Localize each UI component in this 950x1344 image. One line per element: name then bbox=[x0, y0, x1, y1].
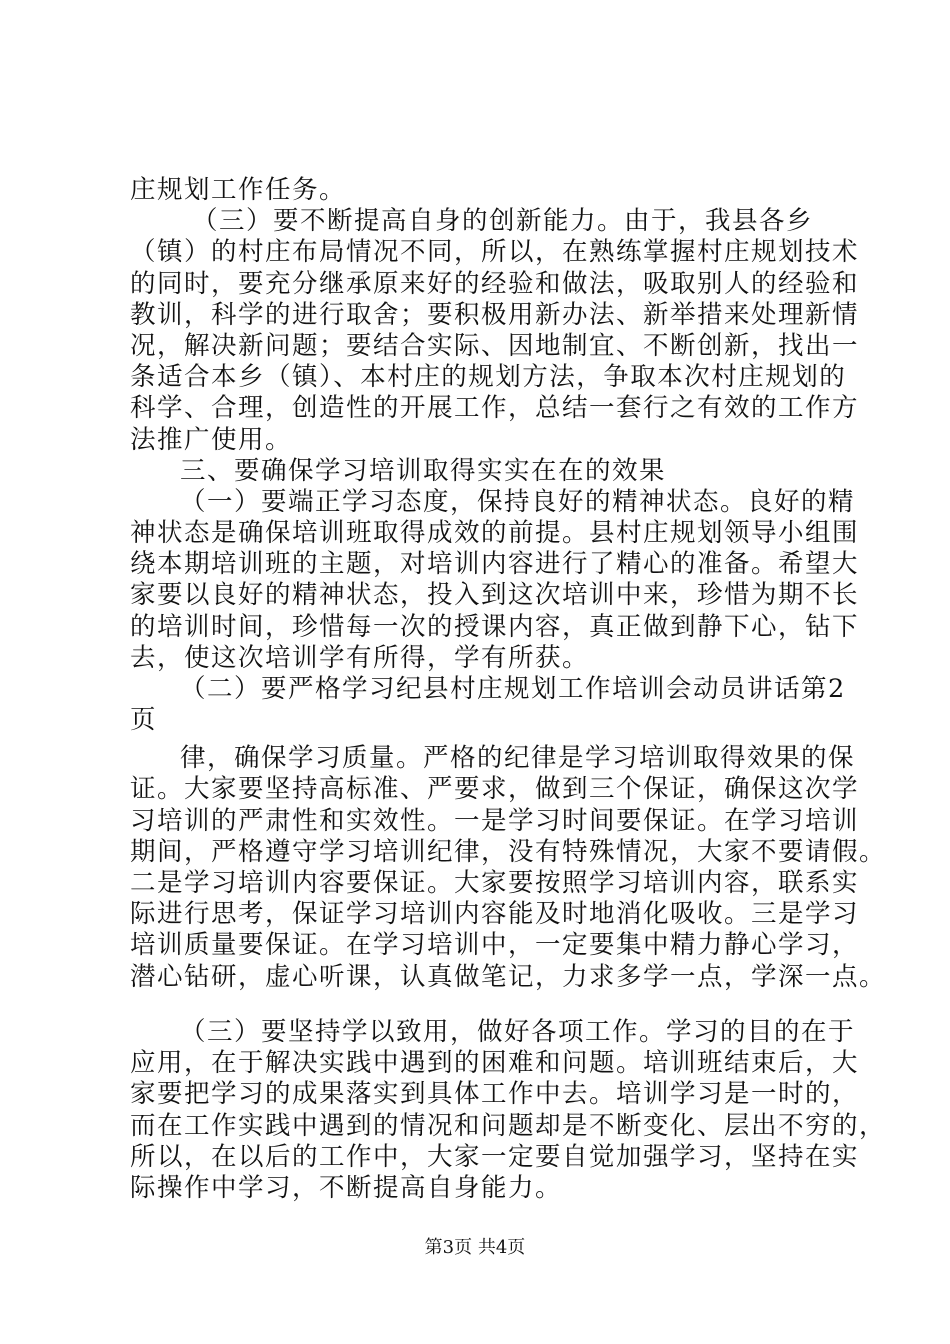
text-line: 习培训的严肃性和实效性。一是学习时间要保证。在学习培训 bbox=[130, 806, 860, 836]
text-line: 二是学习培训内容要保证。大家要按照学习培训内容，联系实 bbox=[130, 868, 860, 898]
paragraph-start-line: （二）要严格学习纪县村庄规划工作培训会动员讲话第2 bbox=[180, 674, 846, 704]
text-line: 去，使这次培训学有所得，学有所获。 bbox=[130, 643, 590, 673]
text-line: 庄规划工作任务。 bbox=[130, 175, 347, 205]
text-line: 而在工作实践中遇到的情况和问题却是不断变化、层出不穷的， bbox=[130, 1111, 887, 1141]
text-line: 际操作中学习，不断提高自身能力。 bbox=[130, 1173, 563, 1203]
text-line: 期间，严格遵守学习培训纪律，没有特殊情况，大家不要请假。 bbox=[130, 837, 887, 867]
text-line: 培训质量要保证。在学习培训中，一定要集中精力静心学习， bbox=[130, 930, 860, 960]
section-heading: 三、要确保学习培训取得实实在在的效果 bbox=[180, 456, 667, 486]
text-line: 所以，在以后的工作中，大家一定要自觉加强学习，坚持在实 bbox=[130, 1142, 860, 1172]
text-line: 的同时，要充分继承原来好的经验和做法，吸取别人的经验和 bbox=[130, 269, 860, 299]
text-line: 神状态是确保培训班取得成效的前提。县村庄规划领导小组围 bbox=[130, 518, 860, 548]
text-line: 法推广使用。 bbox=[130, 425, 293, 455]
text-line: 况，解决新问题；要结合实际、因地制宜、不断创新，找出一 bbox=[130, 331, 860, 361]
text-line: 家要把学习的成果落实到具体工作中去。培训学习是一时的， bbox=[130, 1079, 860, 1109]
paragraph-start-line: （一）要端正学习态度，保持良好的精神状态。良好的精 bbox=[180, 487, 856, 517]
text-line: 科学、合理，创造性的开展工作，总结一套行之有效的工作方 bbox=[130, 393, 860, 423]
paragraph-start-line: 律，确保学习质量。严格的纪律是学习培训取得效果的保 bbox=[180, 743, 856, 773]
text-line: 应用，在于解决实践中遇到的困难和问题。培训班结束后，大 bbox=[130, 1048, 860, 1078]
text-line: 页 bbox=[130, 705, 158, 735]
text-line: 际进行思考，保证学习培训内容能及时地消化吸收。三是学习 bbox=[130, 899, 860, 929]
text-line: 证。大家要坚持高标准、严要求，做到三个保证，确保这次学 bbox=[130, 774, 860, 804]
text-line: （镇）的村庄布局情况不同，所以，在熟练掌握村庄规划技术 bbox=[130, 237, 860, 267]
text-line: 家要以良好的精神状态，投入到这次培训中来，珍惜为期不长 bbox=[130, 580, 860, 610]
paragraph-start-line: （三）要不断提高自身的创新能力。由于，我县各乡 bbox=[192, 206, 814, 236]
paragraph-start-line: （三）要坚持学以致用，做好各项工作。学习的目的在于 bbox=[180, 1017, 856, 1047]
text-line: 教训，科学的进行取舍；要积极用新办法、新举措来处理新情 bbox=[130, 300, 860, 330]
text-line: 绕本期培训班的主题，对培训内容进行了精心的准备。希望大 bbox=[130, 549, 860, 579]
text-line: 条适合本乡（镇）、本村庄的规划方法，争取本次村庄规划的 bbox=[130, 362, 847, 392]
text-line: 的培训时间，珍惜每一次的授课内容，真正做到静下心，钻下 bbox=[130, 612, 860, 642]
page-footer: 第3页 共4页 bbox=[424, 1237, 526, 1258]
text-line: 潜心钻研，虚心听课，认真做笔记，力求多学一点，学深一点。 bbox=[130, 962, 887, 992]
